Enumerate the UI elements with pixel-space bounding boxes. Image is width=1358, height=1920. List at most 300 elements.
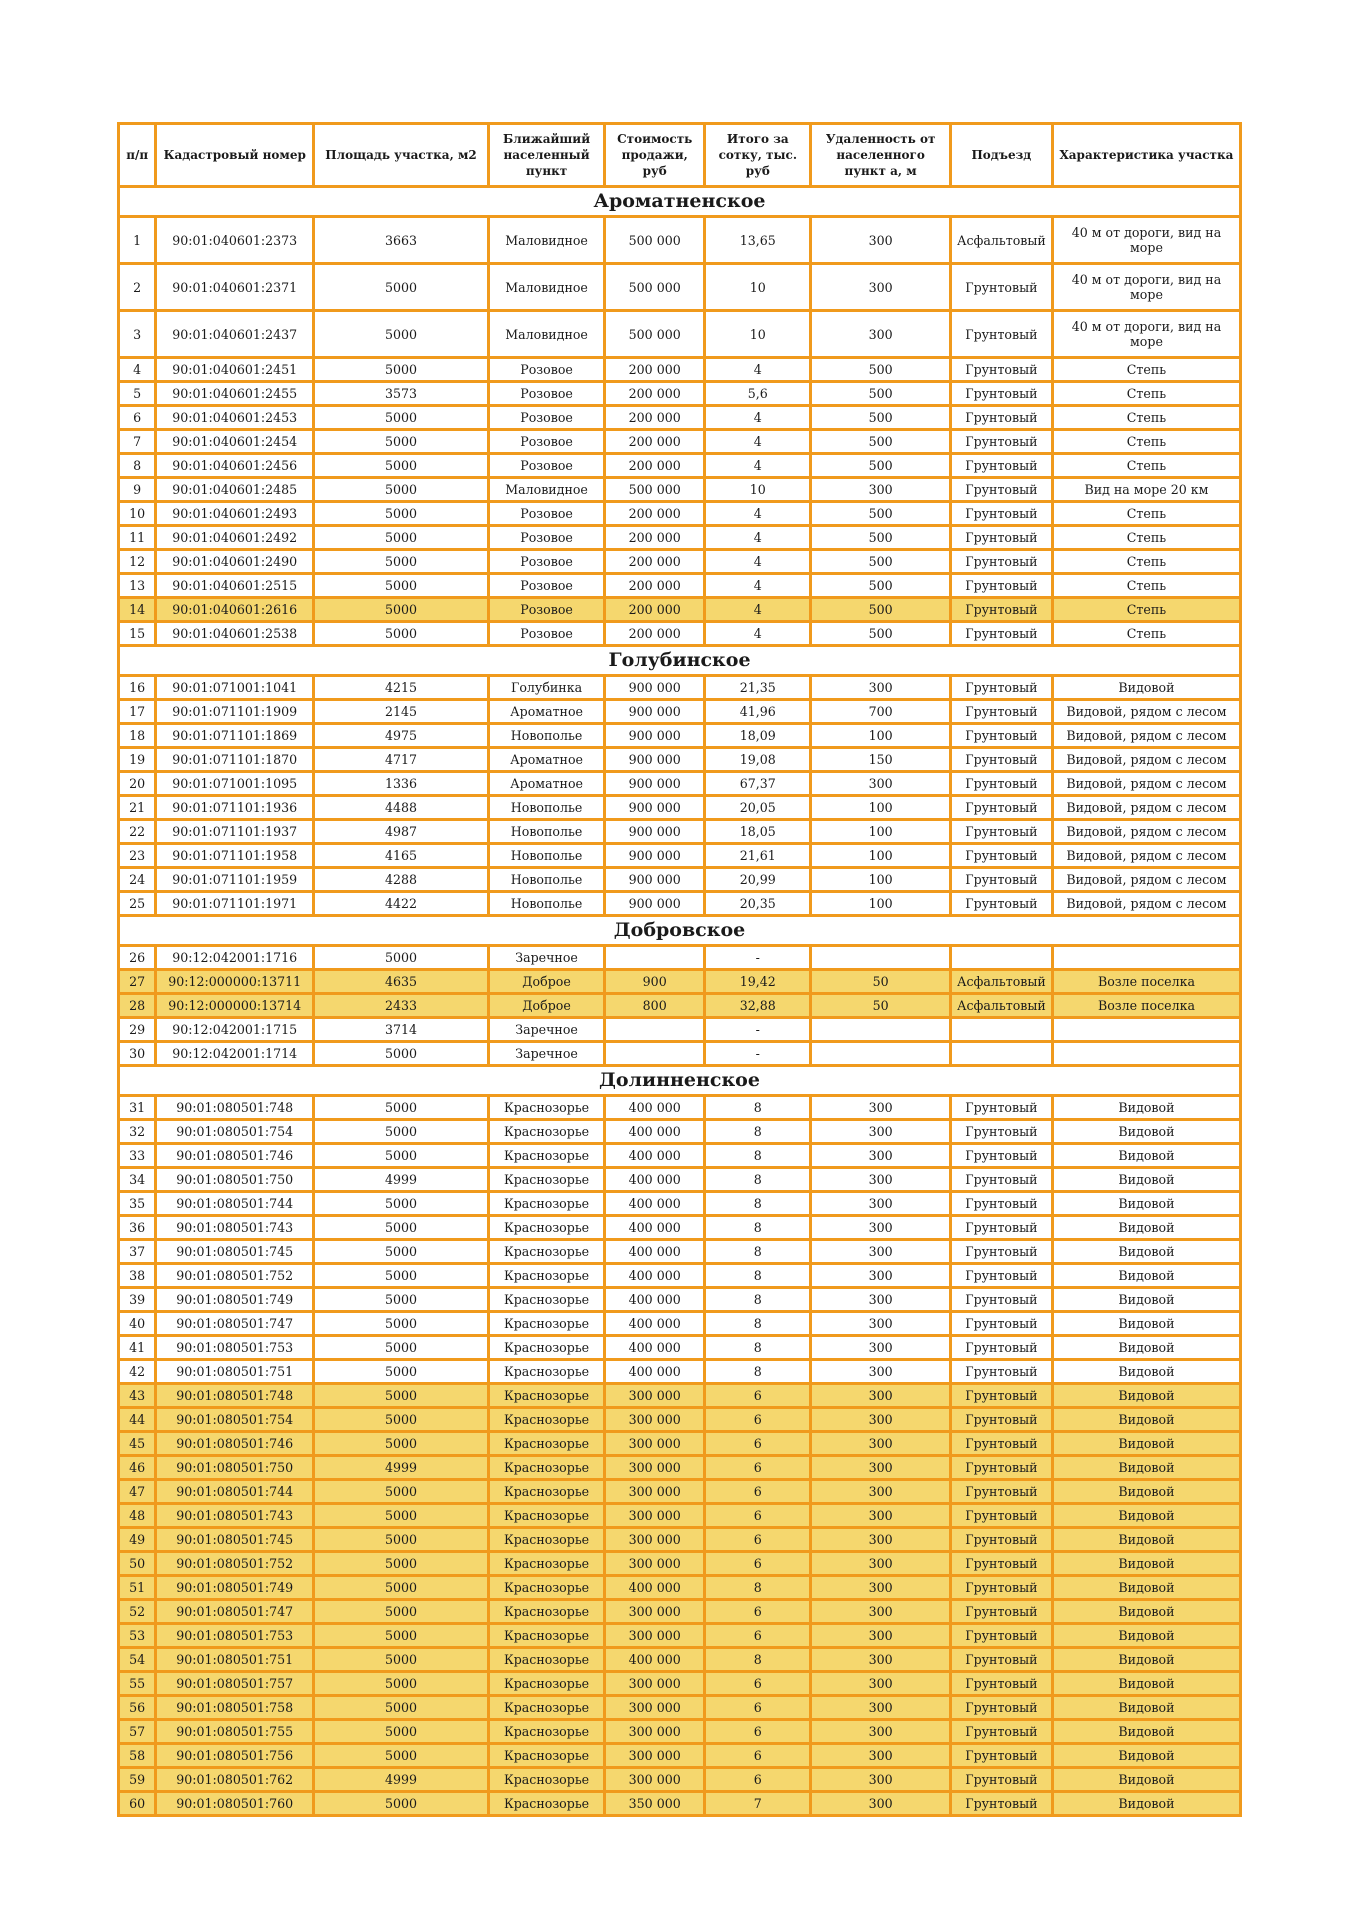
table-row: [120, 1697, 1239, 1718]
cell-access: Грунтовый: [952, 623, 1051, 644]
cell-price-per-sotka: 8: [706, 1145, 809, 1166]
cell-cadastral: 90:12:042001:1714: [157, 1043, 312, 1064]
cell-cadastral: 90:01:040601:2451: [157, 359, 312, 380]
cell-distance: 300: [812, 1385, 948, 1406]
table-row: [120, 1361, 1239, 1382]
cell-area: 5000: [315, 947, 487, 968]
cell-price: 300 000: [606, 1553, 703, 1574]
cell-price-per-sotka: 41,96: [706, 701, 809, 722]
cell-price: 900 000: [606, 773, 703, 794]
cell-description: Видовой: [1054, 1481, 1239, 1502]
cell-description: Видовой: [1054, 1577, 1239, 1598]
cell-description: [1054, 947, 1239, 968]
cell-cadastral: 90:01:071101:1937: [157, 821, 312, 842]
cell-distance: 300: [812, 312, 948, 356]
cell-area: 5000: [315, 1505, 487, 1526]
cell-distance: 100: [812, 797, 948, 818]
cell-access: Грунтовый: [952, 1625, 1051, 1646]
cell-price: 300 000: [606, 1457, 703, 1478]
cell-access: Грунтовый: [952, 1601, 1051, 1622]
cell-price: 200 000: [606, 503, 703, 524]
cell-price: 900 000: [606, 701, 703, 722]
cell-description: 40 м от дороги, вид на море: [1054, 265, 1239, 309]
cell-number: 51: [120, 1577, 154, 1598]
cell-access: Грунтовый: [952, 359, 1051, 380]
cell-distance: 50: [812, 971, 948, 992]
table-row: [120, 1433, 1239, 1454]
cell-cadastral: 90:01:080501:748: [157, 1385, 312, 1406]
cell-distance: 100: [812, 893, 948, 914]
cell-settlement: Краснозорье: [490, 1601, 603, 1622]
table-row: [120, 1553, 1239, 1574]
table-row: [120, 821, 1239, 842]
cell-distance: 500: [812, 551, 948, 572]
cell-access: Грунтовый: [952, 845, 1051, 866]
cell-cadastral: 90:01:040601:2538: [157, 623, 312, 644]
cell-settlement: Краснозорье: [490, 1457, 603, 1478]
cell-cadastral: 90:01:080501:752: [157, 1265, 312, 1286]
cell-price: 300 000: [606, 1601, 703, 1622]
table-row: [120, 312, 1239, 356]
cell-distance: 500: [812, 527, 948, 548]
cell-cadastral: 90:01:080501:760: [157, 1793, 312, 1814]
cell-price-per-sotka: 21,35: [706, 677, 809, 698]
cell-price: 500 000: [606, 479, 703, 500]
cell-price: 200 000: [606, 359, 703, 380]
table-row: [120, 599, 1239, 620]
cell-access: Грунтовый: [952, 1553, 1051, 1574]
cell-area: 5000: [315, 1361, 487, 1382]
cell-price: 350 000: [606, 1793, 703, 1814]
table-row: [120, 1529, 1239, 1550]
cell-distance: 300: [812, 1625, 948, 1646]
cell-price-per-sotka: 6: [706, 1745, 809, 1766]
cell-area: 5000: [315, 623, 487, 644]
cell-access: [952, 947, 1051, 968]
cell-number: 34: [120, 1169, 154, 1190]
cell-settlement: Краснозорье: [490, 1265, 603, 1286]
table-row: [120, 1505, 1239, 1526]
cell-description: Видовой: [1054, 1721, 1239, 1742]
table-row: [120, 1745, 1239, 1766]
cell-settlement: Краснозорье: [490, 1529, 603, 1550]
cell-cadastral: 90:01:080501:754: [157, 1121, 312, 1142]
cell-price-per-sotka: 10: [706, 312, 809, 356]
cell-number: 12: [120, 551, 154, 572]
cell-cadastral: 90:01:040601:2455: [157, 383, 312, 404]
table-row: [120, 503, 1239, 524]
cell-settlement: Ароматное: [490, 749, 603, 770]
cell-number: 35: [120, 1193, 154, 1214]
cell-number: 11: [120, 527, 154, 548]
cell-settlement: Маловидное: [490, 265, 603, 309]
cell-number: 22: [120, 821, 154, 842]
cell-cadastral: 90:01:080501:749: [157, 1289, 312, 1310]
table-row: [120, 1601, 1239, 1622]
cell-description: Видовой: [1054, 1097, 1239, 1118]
cell-access: Грунтовый: [952, 773, 1051, 794]
cell-area: 5000: [315, 1289, 487, 1310]
cell-description: Степь: [1054, 551, 1239, 572]
table-row: [120, 1097, 1239, 1118]
cell-number: 32: [120, 1121, 154, 1142]
cell-cadastral: 90:01:080501:757: [157, 1673, 312, 1694]
cell-settlement: Ароматное: [490, 773, 603, 794]
cell-price: 400 000: [606, 1265, 703, 1286]
cell-access: Грунтовый: [952, 599, 1051, 620]
cell-area: 5000: [315, 359, 487, 380]
section-header-row: [120, 188, 1239, 215]
cell-area: 5000: [315, 551, 487, 572]
cell-price: [606, 1043, 703, 1064]
cell-price: 500 000: [606, 218, 703, 262]
cell-price-per-sotka: -: [706, 1043, 809, 1064]
cell-access: [952, 1043, 1051, 1064]
cell-description: 40 м от дороги, вид на море: [1054, 312, 1239, 356]
cell-area: 4717: [315, 749, 487, 770]
cell-access: Грунтовый: [952, 1433, 1051, 1454]
table-row: [120, 575, 1239, 596]
cell-access: Грунтовый: [952, 1145, 1051, 1166]
table-row: [120, 749, 1239, 770]
cell-distance: 300: [812, 1577, 948, 1598]
cell-cadastral: 90:01:071101:1971: [157, 893, 312, 914]
cell-cadastral: 90:01:080501:750: [157, 1169, 312, 1190]
cell-number: 14: [120, 599, 154, 620]
cell-number: 29: [120, 1019, 154, 1040]
cell-description: Степь: [1054, 407, 1239, 428]
cell-description: Видовой: [1054, 1145, 1239, 1166]
cell-area: 4999: [315, 1769, 487, 1790]
cell-price: 400 000: [606, 1097, 703, 1118]
cell-price-per-sotka: 6: [706, 1385, 809, 1406]
cell-number: 41: [120, 1337, 154, 1358]
cell-settlement: Краснозорье: [490, 1289, 603, 1310]
cell-cadastral: 90:01:071101:1936: [157, 797, 312, 818]
cell-area: 5000: [315, 1481, 487, 1502]
cell-settlement: Краснозорье: [490, 1577, 603, 1598]
cell-number: 26: [120, 947, 154, 968]
cell-description: 40 м от дороги, вид на море: [1054, 218, 1239, 262]
cell-distance: [812, 1043, 948, 1064]
cell-area: 5000: [315, 1745, 487, 1766]
cell-price: 900 000: [606, 845, 703, 866]
cell-distance: 300: [812, 1433, 948, 1454]
table-row: [120, 1769, 1239, 1790]
cell-distance: 100: [812, 821, 948, 842]
cell-description: Видовой: [1054, 1265, 1239, 1286]
cell-description: Степь: [1054, 455, 1239, 476]
cell-description: Вид на море 20 км: [1054, 479, 1239, 500]
cell-access: Грунтовый: [952, 265, 1051, 309]
cell-area: 5000: [315, 1721, 487, 1742]
cell-number: 37: [120, 1241, 154, 1262]
cell-cadastral: 90:01:071101:1870: [157, 749, 312, 770]
cell-distance: [812, 1019, 948, 1040]
table-row: [120, 1409, 1239, 1430]
cell-access: Грунтовый: [952, 1505, 1051, 1526]
cell-price-per-sotka: 67,37: [706, 773, 809, 794]
table-row: [120, 1793, 1239, 1814]
cell-price: 900 000: [606, 893, 703, 914]
cell-price-per-sotka: 4: [706, 407, 809, 428]
cell-area: 5000: [315, 1673, 487, 1694]
cell-access: Грунтовый: [952, 1097, 1051, 1118]
cell-settlement: Маловидное: [490, 479, 603, 500]
cell-distance: 500: [812, 503, 948, 524]
cell-price-per-sotka: 8: [706, 1169, 809, 1190]
cell-area: 5000: [315, 455, 487, 476]
cell-settlement: Краснозорье: [490, 1217, 603, 1238]
cell-area: 4999: [315, 1457, 487, 1478]
cell-distance: 300: [812, 1121, 948, 1142]
cell-price: [606, 947, 703, 968]
cell-price: 400 000: [606, 1577, 703, 1598]
cell-description: Видовой: [1054, 1697, 1239, 1718]
cell-number: 49: [120, 1529, 154, 1550]
cell-description: Видовой: [1054, 1649, 1239, 1670]
cell-number: 9: [120, 479, 154, 500]
cell-price-per-sotka: 6: [706, 1721, 809, 1742]
cell-price: 400 000: [606, 1217, 703, 1238]
cell-description: Видовой: [1054, 1745, 1239, 1766]
cell-settlement: Розовое: [490, 431, 603, 452]
cell-distance: 300: [812, 1217, 948, 1238]
cell-distance: 300: [812, 1601, 948, 1622]
cell-area: 5000: [315, 1097, 487, 1118]
cell-cadastral: 90:01:080501:747: [157, 1313, 312, 1334]
cell-number: 20: [120, 773, 154, 794]
cell-settlement: Новополье: [490, 821, 603, 842]
table-row: [120, 725, 1239, 746]
cell-distance: 300: [812, 1649, 948, 1670]
cell-number: 50: [120, 1553, 154, 1574]
cell-description: Степь: [1054, 359, 1239, 380]
cell-price-per-sotka: 6: [706, 1505, 809, 1526]
cell-cadastral: 90:01:071001:1041: [157, 677, 312, 698]
cell-access: Грунтовый: [952, 1169, 1051, 1190]
cell-number: 30: [120, 1043, 154, 1064]
cell-cadastral: 90:01:040601:2493: [157, 503, 312, 524]
cell-settlement: Заречное: [490, 1019, 603, 1040]
cell-settlement: Голубинка: [490, 677, 603, 698]
cell-distance: 700: [812, 701, 948, 722]
col-header-settlement: Ближайший населенный пункт: [490, 125, 603, 185]
table-row: [120, 265, 1239, 309]
cell-number: 46: [120, 1457, 154, 1478]
cell-access: Грунтовый: [952, 677, 1051, 698]
cell-price-per-sotka: 19,08: [706, 749, 809, 770]
cell-area: 5000: [315, 1793, 487, 1814]
cell-price: 900 000: [606, 797, 703, 818]
cell-description: Видовой, рядом с лесом: [1054, 821, 1239, 842]
table-row: [120, 893, 1239, 914]
cell-cadastral: 90:01:071101:1958: [157, 845, 312, 866]
cell-cadastral: 90:01:040601:2616: [157, 599, 312, 620]
cell-cadastral: 90:01:040601:2371: [157, 265, 312, 309]
cell-price: 900 000: [606, 821, 703, 842]
cell-distance: 500: [812, 383, 948, 404]
cell-price-per-sotka: 8: [706, 1193, 809, 1214]
cell-area: 5000: [315, 503, 487, 524]
cell-access: Грунтовый: [952, 1289, 1051, 1310]
cell-area: 5000: [315, 1385, 487, 1406]
cell-description: Возле поселка: [1054, 971, 1239, 992]
cell-cadastral: 90:01:080501:751: [157, 1361, 312, 1382]
section-header-row: [120, 917, 1239, 944]
cell-settlement: Краснозорье: [490, 1481, 603, 1502]
cell-settlement: Новополье: [490, 725, 603, 746]
cell-number: 58: [120, 1745, 154, 1766]
cell-price-per-sotka: 20,05: [706, 797, 809, 818]
cell-description: Видовой, рядом с лесом: [1054, 749, 1239, 770]
cell-price: 300 000: [606, 1673, 703, 1694]
cell-distance: 500: [812, 455, 948, 476]
table-row: [120, 677, 1239, 698]
cell-area: 5000: [315, 1577, 487, 1598]
cell-access: Грунтовый: [952, 893, 1051, 914]
cell-access: Асфальтовый: [952, 995, 1051, 1016]
cell-access: Грунтовый: [952, 1265, 1051, 1286]
cell-settlement: Краснозорье: [490, 1433, 603, 1454]
cell-area: 5000: [315, 527, 487, 548]
cell-number: 43: [120, 1385, 154, 1406]
cell-number: 28: [120, 995, 154, 1016]
cell-cadastral: 90:12:042001:1716: [157, 947, 312, 968]
cell-area: 5000: [315, 1601, 487, 1622]
section-title: Долинненское: [120, 1067, 1239, 1094]
cell-description: Видовой: [1054, 1385, 1239, 1406]
cell-price-per-sotka: -: [706, 947, 809, 968]
cell-price: 200 000: [606, 551, 703, 572]
cell-price-per-sotka: 6: [706, 1481, 809, 1502]
cell-price: 300 000: [606, 1769, 703, 1790]
cell-access: Грунтовый: [952, 725, 1051, 746]
cell-settlement: Краснозорье: [490, 1769, 603, 1790]
cell-access: Грунтовый: [952, 1745, 1051, 1766]
cell-price: 400 000: [606, 1169, 703, 1190]
cell-number: 33: [120, 1145, 154, 1166]
table-row: [120, 1313, 1239, 1334]
land-plots-table: [117, 122, 1242, 1817]
cell-distance: 500: [812, 431, 948, 452]
cell-access: Грунтовый: [952, 1457, 1051, 1478]
cell-access: Грунтовый: [952, 1649, 1051, 1670]
cell-area: 5000: [315, 1265, 487, 1286]
cell-area: 4422: [315, 893, 487, 914]
cell-price-per-sotka: 4: [706, 431, 809, 452]
col-header-cadastral: Кадастровый номер: [157, 125, 312, 185]
cell-settlement: Заречное: [490, 947, 603, 968]
cell-distance: 300: [812, 1673, 948, 1694]
cell-access: Грунтовый: [952, 821, 1051, 842]
table-row: [120, 1121, 1239, 1142]
table-row: [120, 773, 1239, 794]
cell-description: Степь: [1054, 431, 1239, 452]
cell-settlement: Новополье: [490, 845, 603, 866]
cell-settlement: Краснозорье: [490, 1697, 603, 1718]
cell-description: Видовой: [1054, 1169, 1239, 1190]
cell-cadastral: 90:01:040601:2492: [157, 527, 312, 548]
cell-distance: 300: [812, 1337, 948, 1358]
cell-number: 6: [120, 407, 154, 428]
cell-area: 5000: [315, 431, 487, 452]
cell-price: 400 000: [606, 1313, 703, 1334]
cell-area: 5000: [315, 479, 487, 500]
cell-area: 4165: [315, 845, 487, 866]
cell-description: Видовой: [1054, 1529, 1239, 1550]
cell-area: 4288: [315, 869, 487, 890]
table-row: [120, 1577, 1239, 1598]
cell-cadastral: 90:01:040601:2490: [157, 551, 312, 572]
cell-cadastral: 90:01:080501:753: [157, 1337, 312, 1358]
cell-distance: 300: [812, 1409, 948, 1430]
cell-settlement: Розовое: [490, 551, 603, 572]
cell-settlement: Новополье: [490, 893, 603, 914]
cell-distance: 300: [812, 1769, 948, 1790]
cell-price: 400 000: [606, 1145, 703, 1166]
cell-cadastral: 90:01:080501:746: [157, 1145, 312, 1166]
cell-area: 5000: [315, 1217, 487, 1238]
cell-settlement: Краснозорье: [490, 1169, 603, 1190]
cell-settlement: Краснозорье: [490, 1673, 603, 1694]
cell-distance: 300: [812, 1481, 948, 1502]
table-row: [120, 971, 1239, 992]
cell-number: 8: [120, 455, 154, 476]
table-row: [120, 1019, 1239, 1040]
table-row: [120, 1169, 1239, 1190]
col-header-price-per-sotka: Итого за сотку, тыс. руб: [706, 125, 809, 185]
cell-settlement: Краснозорье: [490, 1337, 603, 1358]
cell-distance: 100: [812, 725, 948, 746]
cell-distance: 300: [812, 677, 948, 698]
cell-area: 4215: [315, 677, 487, 698]
table-row: [120, 995, 1239, 1016]
cell-description: Видовой: [1054, 1601, 1239, 1622]
cell-cadastral: 90:01:080501:754: [157, 1409, 312, 1430]
cell-number: 23: [120, 845, 154, 866]
cell-access: Грунтовый: [952, 1337, 1051, 1358]
cell-price: 400 000: [606, 1337, 703, 1358]
cell-cadastral: 90:01:080501:745: [157, 1241, 312, 1262]
cell-settlement: Новополье: [490, 869, 603, 890]
cell-access: Грунтовый: [952, 1385, 1051, 1406]
table-row: [120, 218, 1239, 262]
cell-settlement: Розовое: [490, 503, 603, 524]
cell-price: 400 000: [606, 1241, 703, 1262]
cell-description: Видовой, рядом с лесом: [1054, 893, 1239, 914]
cell-area: 5000: [315, 265, 487, 309]
cell-access: Грунтовый: [952, 503, 1051, 524]
cell-cadastral: 90:01:071001:1095: [157, 773, 312, 794]
cell-description: Видовой: [1054, 1193, 1239, 1214]
table-row: [120, 797, 1239, 818]
cell-distance: 50: [812, 995, 948, 1016]
cell-cadastral: 90:01:080501:756: [157, 1745, 312, 1766]
cell-price-per-sotka: 20,35: [706, 893, 809, 914]
cell-access: Грунтовый: [952, 1577, 1051, 1598]
cell-settlement: Заречное: [490, 1043, 603, 1064]
cell-number: 21: [120, 797, 154, 818]
cell-description: Степь: [1054, 527, 1239, 548]
table-row: [120, 407, 1239, 428]
cell-cadastral: 90:01:080501:743: [157, 1217, 312, 1238]
table-row: [120, 947, 1239, 968]
cell-settlement: Розовое: [490, 527, 603, 548]
cell-number: 55: [120, 1673, 154, 1694]
cell-area: 5000: [315, 1145, 487, 1166]
cell-number: 53: [120, 1625, 154, 1646]
